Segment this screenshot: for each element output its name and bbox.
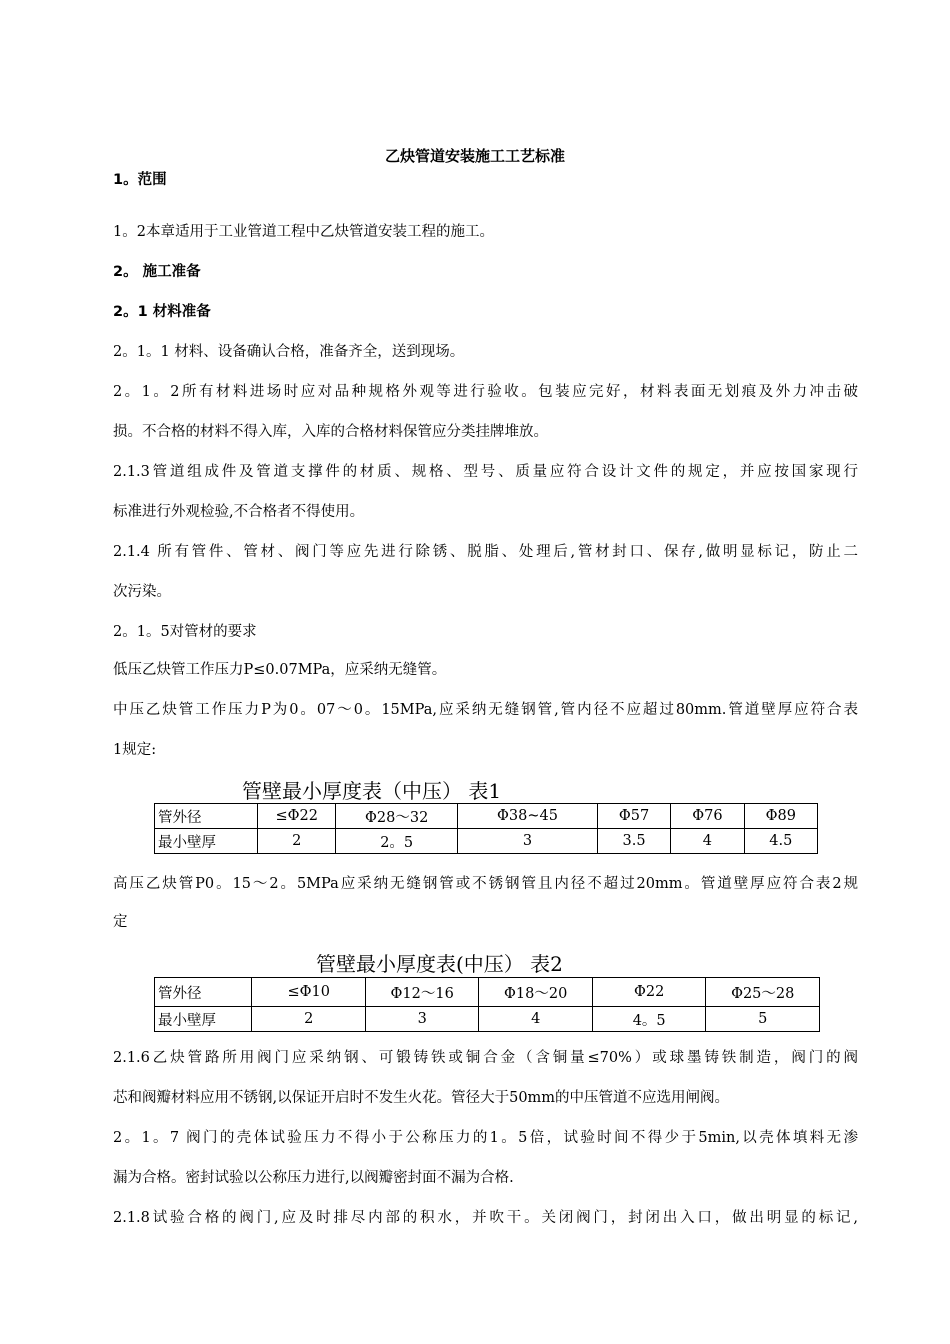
paragraph-2-1-2-line1: 2。1。2所有材料进场时应对品种规格外观等进行验收。包装应完好，材料表面无划痕及外力冲击破 — [113, 384, 858, 400]
paragraph-2-1-7-line2: 漏为合格。密封试验以公称压力进行,以阀瓣密封面不漏为合格. — [113, 1170, 514, 1186]
section-2-heading: 2。 施工准备 — [113, 264, 201, 280]
table-cell: 4 — [479, 1007, 593, 1032]
table-cell: Φ89 — [744, 804, 817, 829]
table-2-caption: 管壁最小厚度表(中压） 表2 — [316, 952, 563, 976]
table-cell: 3 — [365, 1007, 479, 1032]
paragraph-2-1-3-line1: 2.1.3管道组成件及管道支撑件的材质、规格、型号、质量应符合设计文件的规定，并应按国家现行 — [113, 464, 858, 480]
table-cell: Φ38~45 — [458, 804, 598, 829]
table-cell: 管外径 — [155, 804, 258, 829]
table-cell: Φ28～32 — [336, 804, 458, 829]
table-cell: Φ18～20 — [479, 978, 593, 1007]
table-cell: 最小壁厚 — [155, 829, 258, 854]
table-cell: 4.5 — [744, 829, 817, 854]
paragraph-mid-pressure-line2: 1规定: — [113, 742, 157, 758]
table-cell: Φ12～16 — [365, 978, 479, 1007]
paragraph-mid-pressure-line1: 中压乙炔管工作压力P为0。07～0。15MPa,应采纳无缝钢管,管内径不应超过80mm.管道壁厚应符合表 — [113, 702, 858, 718]
table-cell: ≤Φ10 — [252, 978, 366, 1007]
paragraph-2-1-4-line1: 2.1.4 所有管件、管材、阀门等应先进行除锈、脱脂、处理后,管材封口、保存,做明显标记，防止二 — [113, 544, 858, 560]
paragraph-2-1-2-line2: 损。不合格的材料不得入库，入库的合格材料保管应分类挂牌堆放。 — [113, 424, 548, 440]
table-cell: 2。5 — [336, 829, 458, 854]
section-2-1-heading: 2。1 材料准备 — [113, 304, 211, 320]
paragraph-low-pressure: 低压乙炔管工作压力P≤0.07MPa，应采纳无缝管。 — [113, 662, 447, 678]
table-row — [155, 829, 818, 854]
paragraph-2-1-6-line2: 芯和阀瓣材料应用不锈钢,以保证开启时不发生火花。管径大于50mm的中压管道不应选用闸阀。 — [113, 1090, 730, 1106]
table-cell: 2 — [258, 829, 336, 854]
paragraph-1-2: 1。2本章适用于工业管道工程中乙炔管道安装工程的施工。 — [113, 224, 494, 240]
table-row — [155, 978, 820, 1007]
document-title: 乙炔管道安装施工工艺标准 — [384, 147, 565, 165]
paragraph-2-1-4-line2: 次污染。 — [113, 584, 171, 600]
table-cell: Φ25～28 — [706, 978, 820, 1007]
table-cell: 管外径 — [155, 978, 252, 1007]
table-row — [155, 1007, 820, 1032]
paragraph-2-1-3-line2: 标准进行外观检验,不合格者不得使用。 — [113, 504, 365, 520]
section-1-heading: 1。范围 — [113, 172, 167, 188]
table-cell: 最小壁厚 — [155, 1007, 252, 1032]
table-cell: 3.5 — [597, 829, 670, 854]
table-1 — [154, 803, 818, 854]
table-1-caption: 管壁最小厚度表（中压） 表1 — [242, 779, 502, 803]
paragraph-2-1-5: 2。1。5对管材的要求 — [113, 624, 257, 640]
table-cell: Φ57 — [597, 804, 670, 829]
table-cell: Φ22 — [592, 978, 706, 1007]
paragraph-2-1-8-line1: 2.1.8试验合格的阀门,应及时排尽内部的积水，并吹干。关闭阀门，封闭出入口，做出明显的标记, — [113, 1210, 858, 1226]
table-cell: 4。5 — [592, 1007, 706, 1032]
table-cell: 5 — [706, 1007, 820, 1032]
paragraph-2-1-1: 2。1。1 材料、设备确认合格，准备齐全，送到现场。 — [113, 344, 465, 360]
table-cell: ≤Φ22 — [258, 804, 336, 829]
table-row — [155, 804, 818, 829]
table-cell: 4 — [671, 829, 744, 854]
table-cell: 3 — [458, 829, 598, 854]
paragraph-high-pressure-line1: 高压乙炔管P0。15～2。5MPa应采纳无缝钢管或不锈钢管且内径不超过20mm。管道壁厚应符合表2规 — [113, 876, 858, 892]
table-cell: 2 — [252, 1007, 366, 1032]
paragraph-high-pressure-line2: 定 — [113, 914, 128, 930]
table-cell: Φ76 — [671, 804, 744, 829]
paragraph-2-1-7-line1: 2。1。7 阀门的壳体试验压力不得小于公称压力的1。5倍，试验时间不得少于5min,以壳体填料无渗 — [113, 1130, 858, 1146]
table-2 — [154, 977, 820, 1032]
paragraph-2-1-6-line1: 2.1.6乙炔管路所用阀门应采纳钢、可锻铸铁或铜合金（含铜量≤70%）或球墨铸铁制造，阀门的阀 — [113, 1050, 858, 1066]
